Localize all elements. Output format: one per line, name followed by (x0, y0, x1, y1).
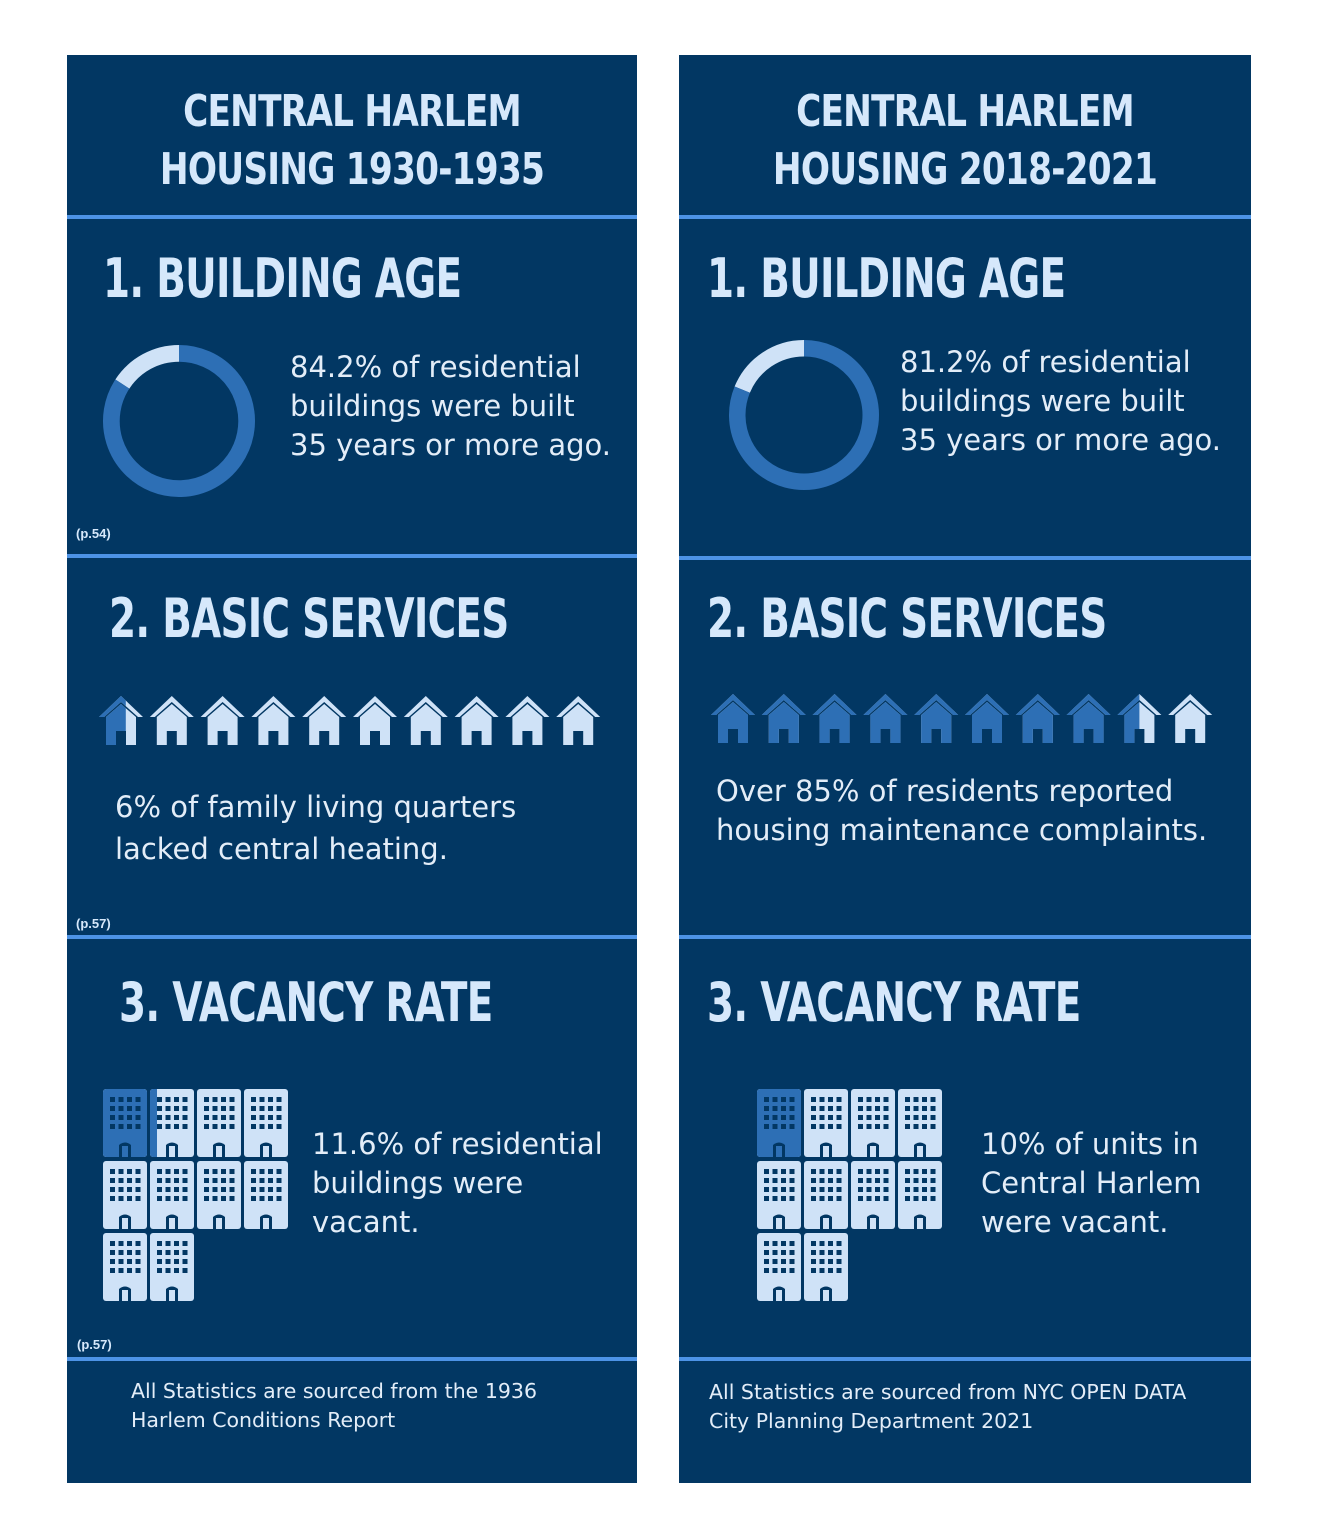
section-divider (67, 554, 637, 558)
basic-services-heading: 2. BASIC SERVICES (707, 587, 1107, 650)
building-age-stat: 81.2% of residential buildings were built 35 years or more ago. (900, 345, 1221, 457)
building-icon (103, 1089, 147, 1157)
panel-title: CENTRAL HARLEM HOUSING 1930-1935 (159, 86, 545, 195)
house-icon (404, 696, 448, 745)
donut-slice-remainder (742, 348, 804, 389)
section-divider (679, 215, 1251, 219)
house-icon (150, 696, 194, 745)
vacancy-rate-stat: 10% of units in Central Harlem were vacant. (981, 1127, 1202, 1239)
house-icon (813, 694, 857, 743)
building-icon (804, 1089, 848, 1157)
building-age-stat: 84.2% of residential buildings were built 35 years or more ago. (290, 350, 611, 462)
vacancy-building-pictogram (757, 1089, 947, 1305)
building-icon (244, 1089, 288, 1157)
building-icon (244, 1161, 288, 1229)
section-divider (67, 215, 637, 219)
building-icon (150, 1161, 194, 1229)
section-divider (67, 935, 637, 939)
basic-services-heading: 2. BASIC SERVICES (109, 587, 509, 650)
house-icon (1168, 694, 1212, 743)
house-icon (863, 694, 907, 743)
house-icon (302, 696, 346, 745)
panel-title: CENTRAL HARLEM HOUSING 2018-2021 (772, 86, 1158, 195)
section-divider (679, 556, 1251, 560)
building-age-donut-chart (103, 345, 255, 497)
house-icon (505, 696, 549, 745)
vacancy-rate-heading: 3. VACANCY RATE (707, 971, 1081, 1034)
basic-services-house-pictogram (709, 691, 1219, 747)
house-icon (1117, 694, 1161, 743)
vacancy-rate-heading: 3. VACANCY RATE (119, 971, 493, 1034)
building-icon (757, 1089, 801, 1157)
page-reference: (p.54) (76, 526, 111, 541)
section-divider (679, 935, 1251, 939)
house-icon (965, 694, 1009, 743)
donut-slice-remainder (122, 353, 179, 384)
basic-services-house-pictogram (97, 693, 607, 749)
building-icon (150, 1233, 194, 1301)
building-icon (757, 1233, 801, 1301)
building-icon (804, 1233, 848, 1301)
building-icon (197, 1161, 241, 1229)
page-reference: (p.57) (77, 1337, 112, 1352)
building-icon (898, 1161, 942, 1229)
vacancy-rate-stat: 11.6% of residential buildings were vacant. (312, 1127, 603, 1239)
building-icon (103, 1233, 147, 1301)
section-divider (679, 1357, 1251, 1361)
building-icon (804, 1161, 848, 1229)
source-note: All Statistics are sourced from NYC OPEN DATA City Planning Department 2021 (709, 1380, 1187, 1433)
house-icon (914, 694, 958, 743)
building-icon (150, 1089, 194, 1157)
building-icon (103, 1161, 147, 1229)
house-icon (1067, 694, 1111, 743)
house-icon (711, 694, 755, 743)
house-icon (201, 696, 245, 745)
building-icon (197, 1089, 241, 1157)
panel-2018-2021 (679, 55, 1251, 1483)
house-icon (1016, 694, 1060, 743)
house-icon (251, 696, 295, 745)
house-icon (455, 696, 499, 745)
house-icon (99, 696, 143, 745)
building-icon (851, 1161, 895, 1229)
source-note: All Statistics are sourced from the 1936 Harlem Conditions Report (131, 1379, 537, 1432)
building-age-heading: 1. BUILDING AGE (103, 247, 462, 310)
section-divider (67, 1357, 637, 1361)
house-icon (556, 696, 600, 745)
building-icon (851, 1089, 895, 1157)
house-icon (762, 694, 806, 743)
building-icon (757, 1161, 801, 1229)
building-age-donut-chart (729, 340, 879, 490)
building-icon (898, 1089, 942, 1157)
vacancy-building-pictogram (103, 1089, 293, 1305)
house-icon (353, 696, 397, 745)
building-age-heading: 1. BUILDING AGE (707, 247, 1066, 310)
basic-services-stat: Over 85% of residents reported housing maintenance complaints. (716, 774, 1208, 847)
panel-1930-1935 (67, 55, 637, 1483)
basic-services-stat: 6% of family living quarters lacked central heating. (115, 790, 517, 866)
page-reference: (p.57) (76, 916, 111, 931)
